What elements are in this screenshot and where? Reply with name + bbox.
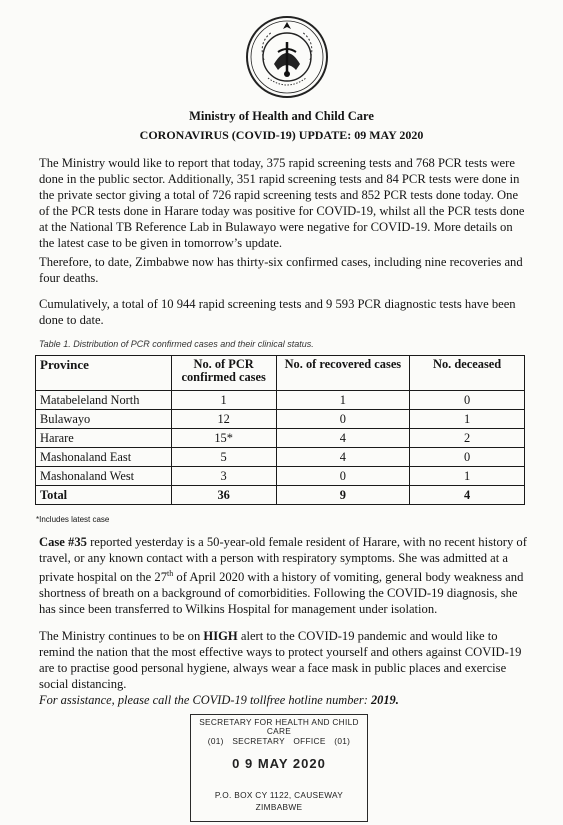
alert-paragraph	[39, 628, 529, 692]
cases-to-date-paragraph: Therefore, to date, Zimbabwe now has thirty-six confirmed cases, including nine recoveries and four deaths.	[39, 255, 523, 285]
case-35-label: Case #35	[39, 535, 87, 549]
confirmed-cell: 5	[171, 448, 276, 467]
confirmed-cell: 15*	[171, 429, 276, 448]
header-province: Province	[36, 356, 172, 391]
ministry-name: Ministry of Health and Child Care	[189, 109, 374, 123]
update-title: CORONAVIRUS (COVID-19) UPDATE: 09 MAY 2020	[139, 128, 424, 142]
office-date-stamp	[190, 714, 368, 822]
ministry-seal-logo	[242, 12, 332, 102]
ordinal-suffix: th	[167, 569, 174, 578]
cases-table	[35, 355, 525, 505]
recovered-cell: 1	[276, 391, 410, 410]
assistance-text: For assistance, please call the COVID-19 tollfree hotline number:	[39, 693, 371, 707]
case-35-paragraph	[39, 534, 529, 617]
recovered-cell: 4	[276, 429, 410, 448]
alert-text-post: alert to the COVID-19 pandemic and would like to remind the nation that the most effective ways to protect yourself and others against COVID-19 are to practise good personal hygiene, always wear a face mask in public places and exercise social distancing.	[39, 629, 522, 691]
table-row	[36, 448, 525, 467]
province-cell: Bulawayo	[36, 410, 172, 429]
stamp-line-country: ZIMBABWE	[255, 802, 303, 812]
stamp-line-care: CARE	[266, 726, 292, 736]
stamp-line-office: (01) SECRETARY OFFICE (01)	[207, 736, 351, 746]
deceased-cell: 0	[410, 448, 525, 467]
hotline-number: 2019.	[370, 693, 399, 707]
total-recovered-cell: 9	[276, 486, 410, 505]
table-row	[36, 429, 525, 448]
deceased-cell: 1	[410, 410, 525, 429]
deceased-cell: 0	[410, 391, 525, 410]
header-recovered: No. of recovered cases	[276, 356, 410, 391]
table-footnote: *Includes latest case	[36, 515, 110, 524]
total-label-cell: Total	[36, 486, 172, 505]
province-cell: Harare	[36, 429, 172, 448]
testing-summary-paragraph: The Ministry would like to report that today, 375 rapid screening tests and 768 PCR tests were done in the public sector. Additionally, 351 rapid screening tests and 84 PCR tests were done in the private sector giving a total of 726 rapid screening tests and 852 PCR tests done today. One of the PCR tests done in Harare today was positive for COVID-19, whilst all the PCR tests done at the National TB Reference Lab in Bulawayo were negative for COVID-19. More details on the latest case to be given in tomorrow’s update.	[39, 156, 525, 250]
alert-level: HIGH	[203, 629, 238, 643]
deceased-cell: 2	[410, 429, 525, 448]
total-confirmed-cell: 36	[171, 486, 276, 505]
table-caption: Table 1. Distribution of PCR confirmed cases and their clinical status.	[39, 339, 314, 349]
confirmed-cell: 3	[171, 467, 276, 486]
table-row	[36, 391, 525, 410]
cumulative-tests-paragraph: Cumulatively, a total of 10 944 rapid screening tests and 9 593 PCR diagnostic tests have been done to date.	[39, 297, 516, 327]
table-row	[36, 467, 525, 486]
province-cell: Mashonaland East	[36, 448, 172, 467]
stamp-line-secretary: SECRETARY FOR HEALTH AND CHILD	[199, 717, 359, 727]
header-confirmed: No. of PCR confirmed cases	[171, 356, 276, 391]
alert-text-pre: The Ministry continues to be on	[39, 629, 204, 643]
province-cell: Matabeleland North	[36, 391, 172, 410]
stamp-date: 0 9 MAY 2020	[232, 756, 326, 771]
recovered-cell: 0	[276, 467, 410, 486]
assistance-line	[39, 693, 399, 708]
confirmed-cell: 12	[171, 410, 276, 429]
recovered-cell: 0	[276, 410, 410, 429]
case-35-text: reported yesterday is a 50-year-old female resident of Harare, with no recent history of travel, or any known contact with a person with respiratory symptoms. She was admitted at a private hospital on the 27	[39, 535, 527, 585]
province-cell: Mashonaland West	[36, 467, 172, 486]
stamp-line-address: P.O. BOX CY 1122, CAUSEWAY	[214, 790, 344, 800]
table-total-row	[36, 486, 525, 505]
deceased-cell: 1	[410, 467, 525, 486]
confirmed-cell: 1	[171, 391, 276, 410]
table-header-row	[36, 356, 525, 391]
table-row	[36, 410, 525, 429]
total-deceased-cell: 4	[410, 486, 525, 505]
recovered-cell: 4	[276, 448, 410, 467]
case-35-text-continued: of April 2020 with a history of vomiting, general body weakness and shortness of breath on a background of comorbidities. Following the COVID-19 diagnosis, she has since been transferred to Wilkins Hospital for management under isolation.	[39, 570, 524, 617]
header-deceased: No. deceased	[410, 356, 525, 391]
